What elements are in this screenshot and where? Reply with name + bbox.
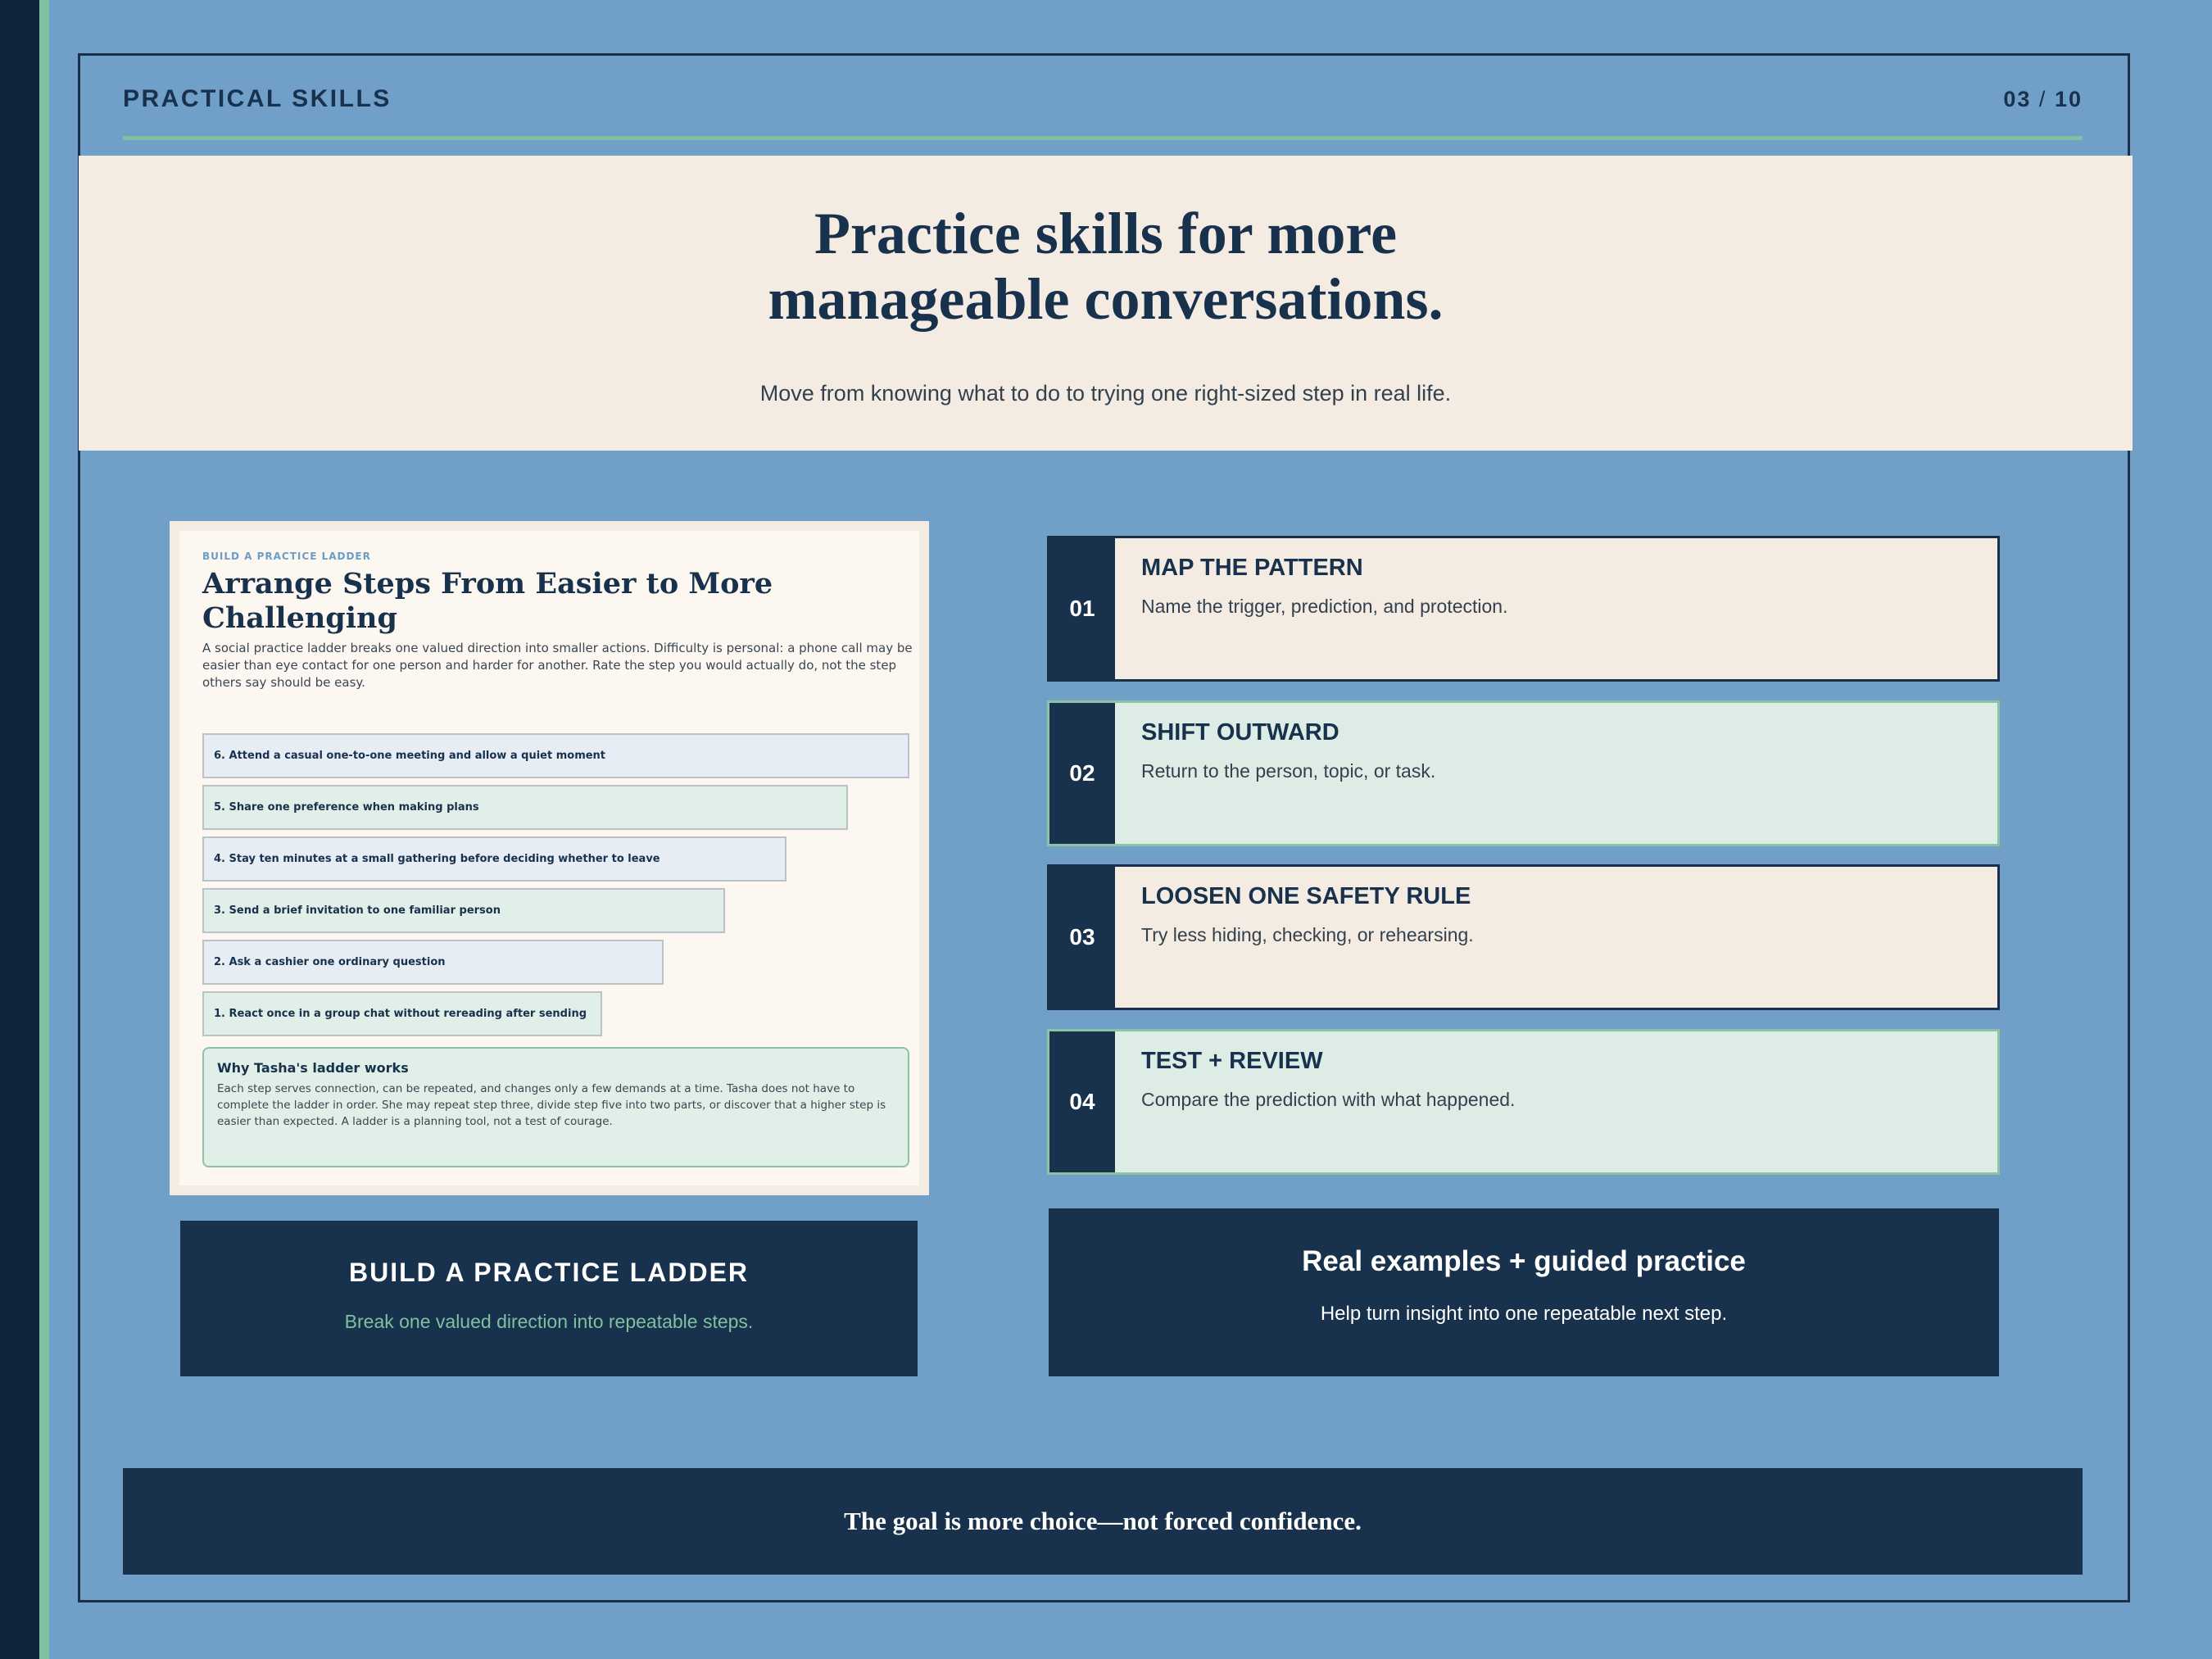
ladder-caption-title: BUILD A PRACTICE LADDER (348, 1258, 750, 1287)
ladder-step-2: 2. Ask a cashier one ordinary question (202, 940, 664, 985)
ladder-caption-subtitle: Break one valued direction into repeatable steps. (344, 1311, 754, 1332)
left-edge-bar (0, 0, 39, 1659)
ladder-step-3: 3. Send a brief invitation to one familiar person (202, 888, 725, 933)
page-current: 03 (2003, 87, 2032, 111)
step-card-description: Name the trigger, prediction, and protection. (1141, 596, 1508, 617)
header-divider (123, 136, 2083, 140)
step-card-test-review (1047, 1029, 2000, 1175)
ladder-step-4: 4. Stay ten minutes at a small gathering before deciding whether to leave (202, 836, 786, 882)
page-separator: / (2038, 87, 2047, 111)
step-card-shift-outward (1047, 700, 2000, 846)
step-card-description: Compare the prediction with what happened. (1141, 1089, 1516, 1110)
doc-title: Arrange Steps From Easier to More Challenging (202, 567, 773, 635)
step-number-badge: 02 (1049, 703, 1115, 844)
practice-caption-subtitle: Help turn insight into one repeatable next step. (1320, 1303, 1728, 1325)
page-title (79, 156, 2133, 332)
step-card-title: LOOSEN ONE SAFETY RULE (1141, 883, 1471, 909)
ladder-document-page (179, 531, 919, 1185)
doc-description: A social practice ladder breaks one valued direction into smaller actions. Difficulty is personal: a phone call may be easier than eye contact for one person and harder for another. Rate the step you would actually do, not the step others say should be easy. (202, 641, 913, 690)
left-accent-stripe (39, 0, 49, 1659)
step-number-badge: 03 (1049, 867, 1115, 1008)
practice-caption-title: Real examples + guided practice (1302, 1245, 1746, 1277)
ladder-step-6: 6. Attend a casual one-to-one meeting and allow a quiet moment (202, 733, 909, 778)
page-total: 10 (2054, 87, 2083, 111)
step-card-loosen-safety-rule (1047, 864, 2000, 1010)
page-subtitle: Move from knowing what to do to trying one right-sized step in real life. (759, 381, 1452, 406)
ladder-caption-box (180, 1221, 918, 1376)
ladder-step-1: 1. React once in a group chat without rereading after sending (202, 991, 602, 1036)
why-title: Why Tasha's ladder works (217, 1060, 409, 1076)
ladder-step-5: 5. Share one preference when making plans (202, 785, 848, 830)
why-ladder-works-box (202, 1047, 909, 1167)
step-card-map-pattern (1047, 536, 2000, 682)
why-body: Each step serves connection, can be repeated, and changes only a few demands at a time. Tasha does not have to complete the ladder in order. She may repeat step three, divide step five into two parts, or discover that a higher step is easier than expected. A ladder is a planning tool, not a test of courage. (217, 1082, 886, 1128)
step-card-title: MAP THE PATTERN (1141, 555, 1363, 581)
page-indicator (2003, 87, 2083, 112)
title-line-2: manageable conversations. (768, 266, 1444, 332)
title-line-1: Practice skills for more (814, 201, 1398, 266)
step-card-title: TEST + REVIEW (1141, 1048, 1323, 1074)
footer-quote: The goal is more choice—not forced confidence. (844, 1507, 1362, 1535)
step-number-badge: 01 (1049, 538, 1115, 679)
section-kicker: PRACTICAL SKILLS (123, 85, 392, 112)
step-card-description: Try less hiding, checking, or rehearsing. (1141, 924, 1474, 945)
doc-kicker: BUILD A PRACTICE LADDER (202, 551, 371, 562)
step-number-badge: 04 (1049, 1031, 1115, 1172)
hero-banner (79, 156, 2133, 451)
step-card-title: SHIFT OUTWARD (1141, 719, 1339, 746)
footer-banner (123, 1468, 2083, 1575)
step-card-description: Return to the person, topic, or task. (1141, 760, 1436, 782)
practice-caption-box (1049, 1208, 1999, 1376)
ladder-document-preview (170, 521, 929, 1195)
